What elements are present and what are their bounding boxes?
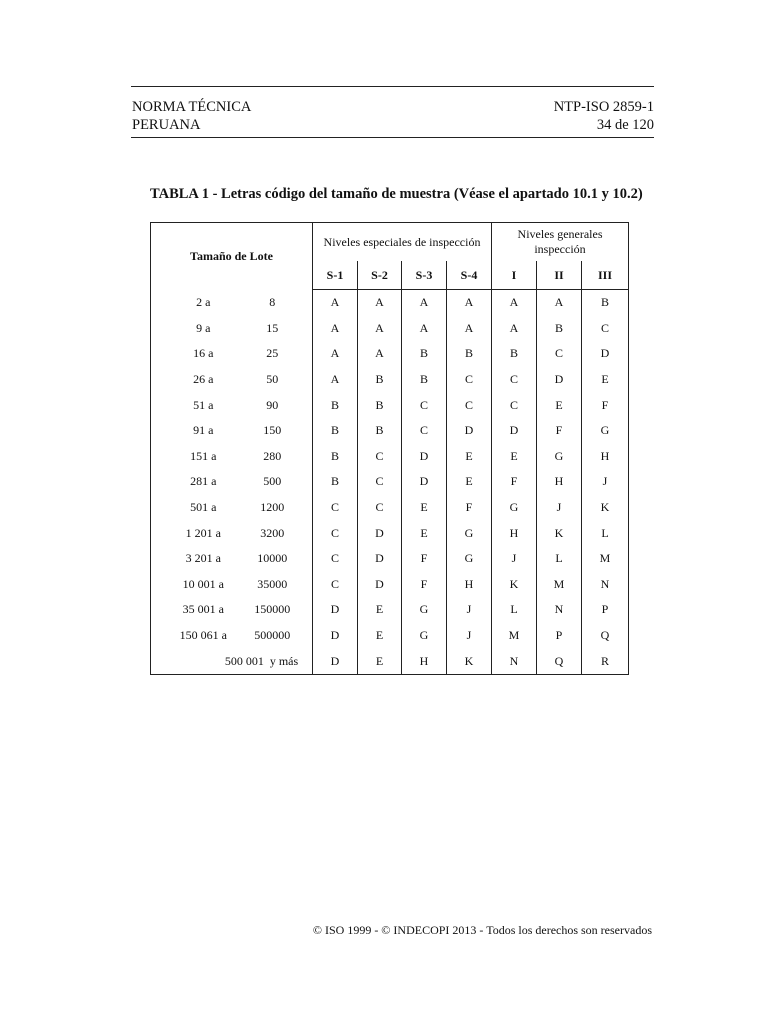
code-letter-cell: C [582,316,629,342]
code-letter-cell: A [313,316,358,342]
table-row [151,418,629,444]
code-letter-cell: K [492,572,537,598]
code-letter-cell: D [313,597,358,623]
code-letter-cell: D [313,648,358,674]
lot-to-cell: 500 [263,474,282,489]
code-letter-cell: D [492,418,537,444]
code-letter-cell: B [313,418,358,444]
code-letter-cell: C [313,572,358,598]
header-standard-type: NORMA TÉCNICA [132,99,252,115]
code-letter-cell: D [582,341,629,367]
lot-to-cell: 10000 [257,551,288,566]
code-letter-cell: B [358,392,402,418]
lot-to-cell: 90 [266,397,279,412]
code-letter-cell: A [402,316,447,342]
code-letter-cell: E [402,520,447,546]
code-letter-cell: E [358,597,402,623]
special-levels-header: Niveles especiales de inspección [313,223,492,262]
code-letter-cell: C [492,392,537,418]
code-letter-cell: A [358,316,402,342]
code-letter-cell: H [447,572,492,598]
code-letter-cell: J [492,546,537,572]
lot-from-cell: 3 201 a [185,551,221,566]
table-row [151,495,629,521]
code-letter-cell: M [492,623,537,649]
code-letter-cell: D [402,469,447,495]
table-row [151,290,629,316]
code-letter-cell: L [582,520,629,546]
level-header: S-1 [313,261,358,290]
code-letter-cell: C [313,495,358,521]
code-letter-cell: B [402,367,447,393]
lot-from-cell: 151 a [190,448,217,463]
code-letter-cell: C [537,341,582,367]
table-row [151,623,629,649]
code-letter-cell: C [358,444,402,470]
code-letter-cell: D [447,418,492,444]
lot-from-cell: 91 a [193,423,214,438]
code-letter-cell: E [402,495,447,521]
table-row [151,546,629,572]
lot-to-cell: 280 [263,448,282,463]
lot-from-cell: 51 a [193,397,214,412]
code-letter-cell: G [447,546,492,572]
header-left [132,98,251,134]
code-letter-cell: E [447,444,492,470]
header-right [554,98,654,134]
table-row [151,648,629,674]
code-letter-cell: G [582,418,629,444]
code-letter-cell: C [358,469,402,495]
code-letter-cell: B [492,341,537,367]
code-letter-cell: A [447,290,492,316]
code-letter-cell: Q [537,648,582,674]
table-row [151,572,629,598]
code-letter-cell: C [402,418,447,444]
code-letter-cell: F [402,546,447,572]
code-letter-cell: E [582,367,629,393]
level-header: I [492,261,537,290]
code-letter-cell: B [358,418,402,444]
level-header: S-3 [402,261,447,290]
code-letter-cell: J [447,623,492,649]
code-letter-cell: N [537,597,582,623]
lot-to-cell: 50 [266,372,279,387]
code-letter-cell: D [402,444,447,470]
code-letter-cell: F [447,495,492,521]
lot-from-cell: 281 a [190,474,217,489]
code-letter-cell: A [358,290,402,316]
code-letter-cell: M [537,572,582,598]
code-letter-cell: C [402,392,447,418]
table-row [151,341,629,367]
header-country: PERUANA [132,117,201,133]
code-letter-cell: E [358,648,402,674]
lot-from-cell: 1 201 a [185,525,221,540]
code-letter-cell: H [402,648,447,674]
code-letter-cell: A [402,290,447,316]
code-letter-cell: H [537,469,582,495]
code-letter-cell: B [582,290,629,316]
table-row [151,392,629,418]
lot-from-cell: 2 a [196,295,211,310]
lot-to-cell: 25 [266,346,279,361]
lot-to-cell: 3200 [260,525,285,540]
code-letter-cell: A [447,316,492,342]
code-letter-cell: N [492,648,537,674]
code-letter-cell: C [447,392,492,418]
lot-size-header: Tamaño de Lote [190,248,273,263]
lot-from-cell: 501 a [190,500,217,515]
table-row [151,316,629,342]
code-letter-cell: C [313,520,358,546]
lot-to-cell: 150 [263,423,282,438]
code-letter-cell: C [358,495,402,521]
code-letter-cell: A [313,367,358,393]
code-letter-cell: G [402,597,447,623]
code-letter-cell: A [492,290,537,316]
code-letter-cell: A [358,341,402,367]
code-letter-cell: C [447,367,492,393]
code-letter-cell: B [358,367,402,393]
code-letter-cell: M [582,546,629,572]
lot-from-cell: 16 a [193,346,214,361]
code-letter-cell: C [313,546,358,572]
general-levels-header: Niveles generales inspección [492,223,629,262]
level-header: III [582,261,629,290]
lot-from-cell: 26 a [193,372,214,387]
code-letter-cell: K [582,495,629,521]
sample-size-code-table [150,222,629,675]
code-letter-cell: P [537,623,582,649]
code-letter-cell: D [313,623,358,649]
level-header: II [537,261,582,290]
code-letter-cell: E [358,623,402,649]
code-letter-cell: B [447,341,492,367]
code-letter-cell: Q [582,623,629,649]
code-letter-cell: A [313,290,358,316]
code-letter-cell: C [492,367,537,393]
lot-from-cell: 10 001 a [182,576,224,591]
code-letter-cell: D [537,367,582,393]
code-letter-cell: J [537,495,582,521]
copyright-footer: © ISO 1999 - © INDECOPI 2013 - Todos los derechos son reservados [312,923,652,937]
code-letter-cell: A [537,290,582,316]
code-letter-cell: L [537,546,582,572]
lot-to-cell: 500000 [254,628,291,643]
lot-from-cell: 35 001 a [182,602,224,617]
code-letter-cell: L [492,597,537,623]
lot-to-cell: 15 [266,320,279,335]
code-letter-cell: K [537,520,582,546]
code-letter-cell: E [492,444,537,470]
table-body [151,290,629,675]
code-letter-cell: G [537,444,582,470]
lot-to-cell: 1200 [260,500,285,515]
lot-to-cell: 8 [269,295,276,310]
code-letter-cell: P [582,597,629,623]
code-letter-cell: H [582,444,629,470]
code-letter-cell: B [313,469,358,495]
code-letter-cell: G [492,495,537,521]
code-letter-cell: B [537,316,582,342]
code-letter-cell: R [582,648,629,674]
table-row [151,469,629,495]
code-letter-cell: D [358,520,402,546]
code-letter-cell: G [447,520,492,546]
header-top-rule [131,86,654,87]
level-header: S-2 [358,261,402,290]
code-letter-cell: G [402,623,447,649]
table-row [151,597,629,623]
header-standard-code: NTP-ISO 2859-1 [553,99,654,115]
header-bottom-rule [131,137,654,138]
lot-last-cell: 500 001 y más [224,653,299,668]
level-header: S-4 [447,261,492,290]
code-letter-cell: D [358,546,402,572]
code-letter-cell: B [313,392,358,418]
code-letter-cell: F [537,418,582,444]
lot-from-cell: 9 a [196,320,211,335]
table-caption: TABLA 1 - Letras código del tamaño de muestra (Véase el apartado 10.1 y 10.2) [150,186,643,202]
table-row [151,367,629,393]
code-letter-cell: B [402,341,447,367]
code-letter-cell: A [492,316,537,342]
code-letter-cell: F [492,469,537,495]
lot-to-cell: 35000 [257,576,288,591]
lot-to-cell: 150000 [254,602,291,617]
code-letter-cell: J [447,597,492,623]
table-row [151,520,629,546]
code-letter-cell: F [582,392,629,418]
code-letter-cell: B [313,444,358,470]
code-letter-cell: K [447,648,492,674]
code-letter-cell: J [582,469,629,495]
code-letter-cell: N [582,572,629,598]
table-row [151,444,629,470]
code-letter-cell: H [492,520,537,546]
code-letter-cell: A [313,341,358,367]
code-letter-cell: E [447,469,492,495]
code-letter-cell: E [537,392,582,418]
header-page-number: 34 de 120 [596,117,654,133]
code-letter-cell: D [358,572,402,598]
code-letter-cell: F [402,572,447,598]
lot-from-cell: 150 061 a [179,628,227,643]
